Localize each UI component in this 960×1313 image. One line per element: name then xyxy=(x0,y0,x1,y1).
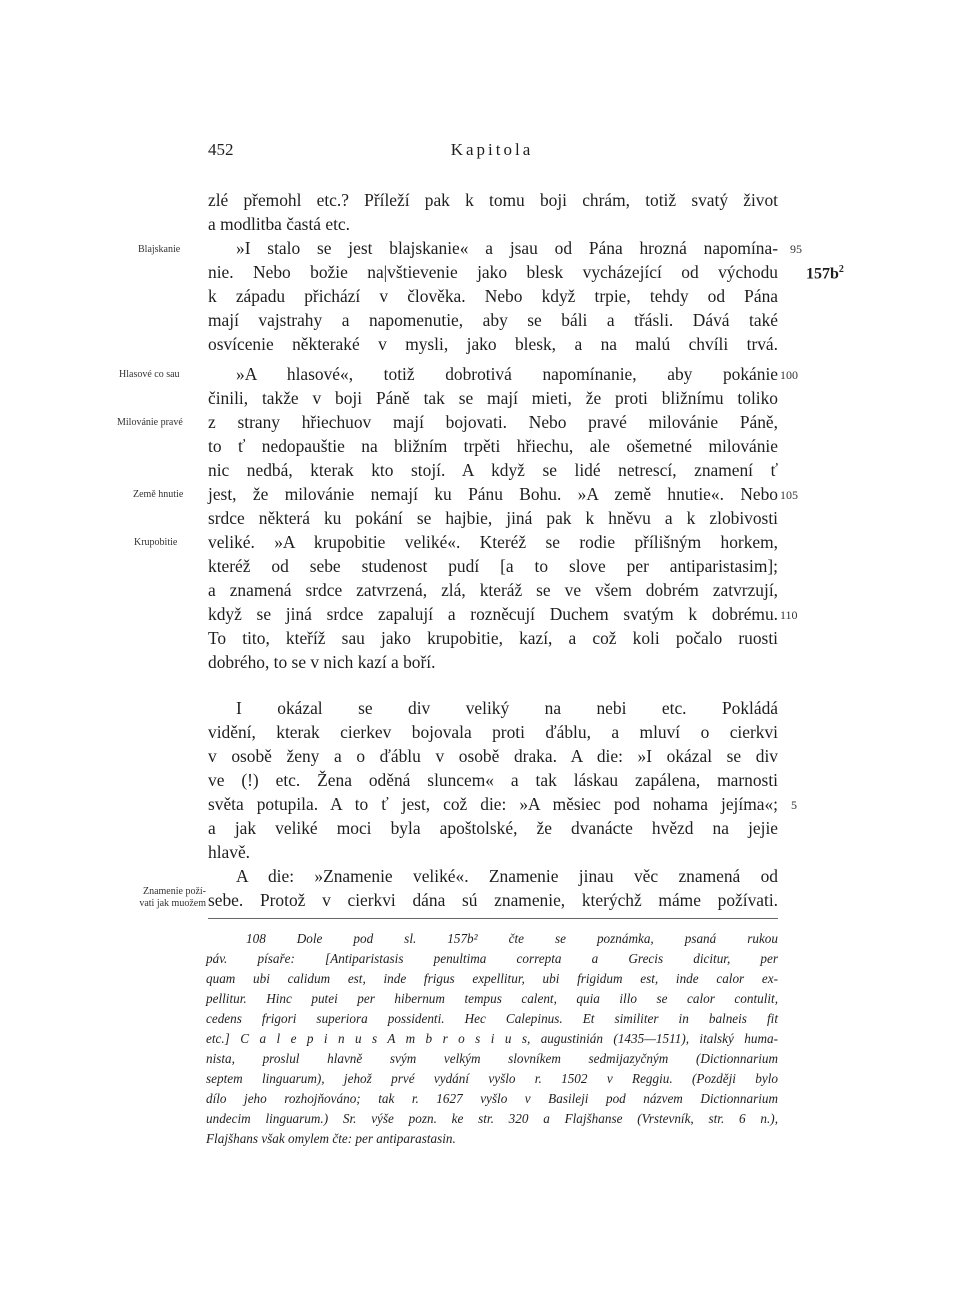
text-line: světa potupila. A to ť jest, což die: »A měsiec pod nohama jejíma«; xyxy=(208,794,778,814)
line-number: 105 xyxy=(780,488,798,502)
text-line: To tito, kteříž sau jako krupobitie, kazí, a což koli počalo ruosti xyxy=(208,628,778,648)
line-number: 95 xyxy=(790,242,802,256)
page-number: 452 xyxy=(208,140,234,159)
margin-note-krupobitie: Krupobitie xyxy=(134,537,178,548)
running-head: Kapitola xyxy=(450,140,534,159)
text-line: ve (!) etc. Žena oděná sluncem« a tak láskau zapálena, marnosti xyxy=(208,770,778,790)
footnote-line: dílo jeho rozhojňováno; tak r. 1627 vyšlo v Basileji pod názvem Dictionnarium xyxy=(206,1091,778,1106)
margin-note-hlasove: Hlasové co sau xyxy=(119,369,180,380)
text-line: a znamená srdce zatvrzená, zlá, kteráž se ve všem dobrém zatvrzují, xyxy=(208,580,778,600)
text-line: osvícenie některaké v mysli, jako blesk, a na malú chvíli trvá. xyxy=(208,334,778,354)
line-number: 100 xyxy=(780,368,798,382)
section-heading-line: I okázal se div veliký na nebi etc. Pokládá xyxy=(236,698,778,718)
footnote-line: nista, proslul hlavně svým velkým slovníkem sedmijazyčným (Dictionnarium xyxy=(206,1051,778,1066)
page-header xyxy=(208,140,776,166)
text-line: A die: »Znamenie veliké«. Znamenie jinau věc znamená od xyxy=(236,866,778,886)
text-line: z strany hřiechuov mají bojovati. Nebo pravé milovánie Páně, xyxy=(208,412,778,432)
folio-sup: 2 xyxy=(838,264,844,275)
margin-note-zeme: Země hnutie xyxy=(133,489,184,500)
text-line: »I stalo se jest blajskanie« a jsau od Pána hrozná napomína- xyxy=(236,238,778,258)
footnote-line: cedens frigori superiora possidenti. Hec Calepinus. Et similiter in balneis fit xyxy=(206,1011,778,1026)
text-line: dobrého, to se v nich kazí a boří. xyxy=(208,652,436,672)
footnote-line: Flajšhans však omylem čte: per antiparastasin. xyxy=(206,1131,456,1146)
folio-marker xyxy=(806,264,844,283)
text-line: sebe. Protož v cierkvi dána sú znamenie, kterýchž máme požívati. xyxy=(208,890,778,910)
line-number: 5 xyxy=(791,798,797,812)
text-line: k západu přichází v člověka. Nebo když trpie, tehdy od Pána xyxy=(208,286,778,306)
footnote-divider xyxy=(208,918,778,919)
footnote-line: páv. písaře: [Antiparistasis penultima correpta a Grecis dicitur, per xyxy=(206,951,778,966)
text-line: nie. Nebo božie na|vštievenie jako blesk vycházející od východu xyxy=(208,262,778,282)
text-line: »A hlasové«, totiž dobrotivá napomínanie, aby pokánie xyxy=(236,364,778,384)
footnote-line: undecim linguarum.) Sr. výše pozn. ke str. 320 a Flajšhanse (Vrstevník, str. 6 n.), xyxy=(206,1111,778,1126)
text-line: to ť nedopauštie na bližním trpěti hřiechu, ale ošemetné milovánie xyxy=(208,436,778,456)
text-line: a jak veliké moci byla apoštolské, že dvanácte hvězd na jejie xyxy=(208,818,778,838)
text-line: činili, takže v boji Páně tak se mají mieti, že proti bližnímu toliko xyxy=(208,388,778,408)
margin-note-znamenie-2: vati jak muožem xyxy=(139,898,206,909)
footnote-line: septem linguarum), jehož prvé vydání vyšlo r. 1502 v Reggiu. (Později bylo xyxy=(206,1071,778,1086)
folio-main: 157b xyxy=(806,265,839,283)
footnote-line: etc.] C a l e p i n u s A m b r o s i u s, augustinián (1435—1511), italský huma- xyxy=(206,1031,778,1046)
text-line: nic nedbá, kterak kto stojí. A když se lidé netrescí, znamení ť xyxy=(208,460,778,480)
text-line: srdce některá ku pokání se hajbie, jiná pak k hněvu a k zlobivosti xyxy=(208,508,778,528)
text-line: mají vajstrahy a napomenutie, aby se báli a třásli. Dává také xyxy=(208,310,778,330)
text-line: zlé přemohl etc.? Příleží pak k tomu boji chrám, totiž svatý život xyxy=(208,190,778,210)
text-line: v osobě ženy a o ďáblu v osobě draka. A die: »I okázal se div xyxy=(208,746,778,766)
line-number: 110 xyxy=(780,608,798,622)
margin-note-blajskanie: Blajskanie xyxy=(138,244,181,255)
text-line: hlavě. xyxy=(208,842,251,862)
text-line: kteréž od sebe studenost pudí [a to slove per antiparistasim]; xyxy=(208,556,778,576)
text-line: a modlitba častá etc. xyxy=(208,214,350,234)
margin-note-milovanie: Milovánie pravé xyxy=(117,417,183,428)
footnote-line: quam ubi calidum est, inde frigus expellitur, ubi frigidum est, inde calor ex- xyxy=(206,971,778,986)
footnote-line: 108 Dole pod sl. 157b² čte se poznámka, psaná rukou xyxy=(246,931,778,946)
footnote-line: pellitur. Hinc putei per hibernum tempus calent, quia illo se calor contulit, xyxy=(206,991,778,1006)
text-line: vidění, kterak cierkev bojovala proti ďáblu, a mluví o cierkvi xyxy=(208,722,778,742)
text-line: veliké. »A krupobitie veliké«. Kteréž se rodie přílišným horkem, xyxy=(208,532,778,552)
margin-note-znamenie-1: Znamenie poží- xyxy=(142,886,206,897)
text-line: jest, že milovánie nemají ku Pánu Bohu. »A země hnutie«. Nebo xyxy=(208,484,778,504)
text-line: když se jiná srdce zapalují a rozněcují Duchem svatým k dobrému. xyxy=(208,604,778,624)
